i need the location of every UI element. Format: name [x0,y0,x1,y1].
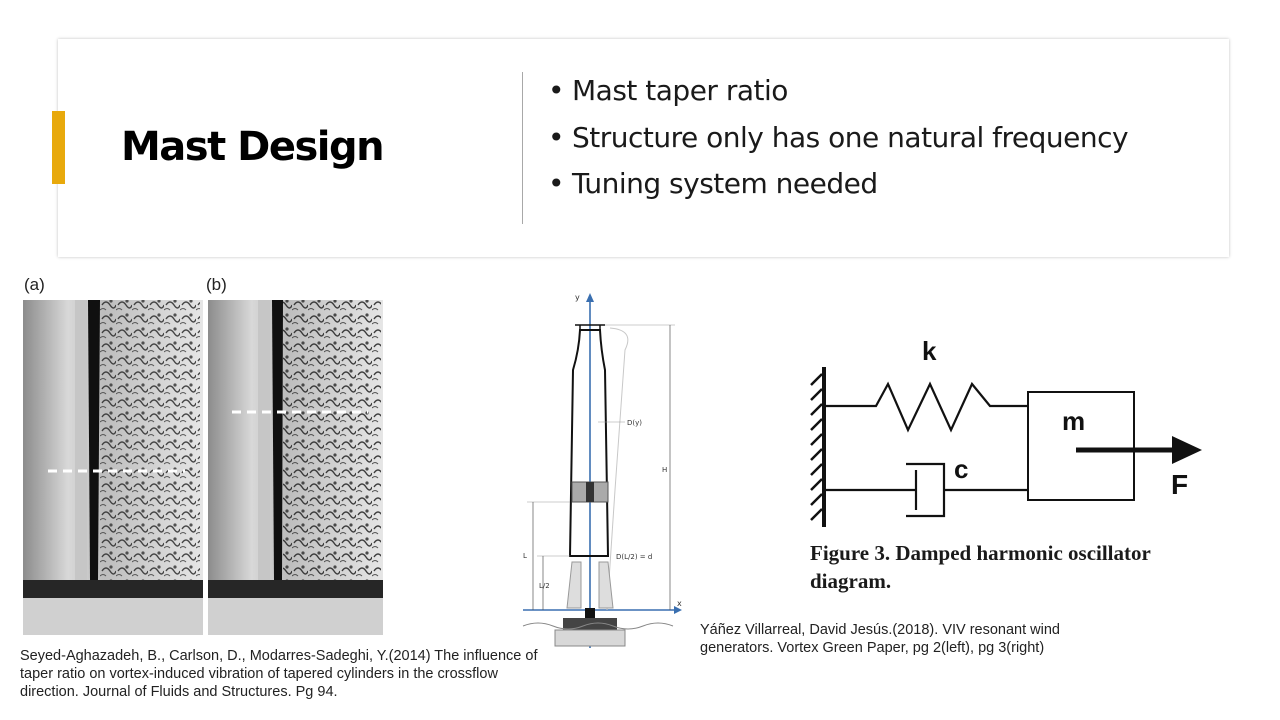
mast-outline [570,330,608,556]
citation-left: Seyed-Aghazadeh, B., Carlson, D., Modarres-Sadeghi, Y.(2014) The influence of taper ratio on vortex-induced vibration of tapered cylinders in the crossflow direction. Journal of Fluids and Structures. Pg 94. [20,648,538,700]
panel-b-label: (b) [206,275,227,294]
slide-title: Mast Design [121,124,384,170]
spring-label: k [922,336,937,366]
vortex-photo-a [23,300,203,635]
dim-label-dy: D(y) [627,419,642,427]
panel-a-label: (a) [24,275,45,294]
vortex-photo-figure [20,270,390,640]
bullet-text: Tuning system needed [572,167,878,200]
bullet-glyph: • [548,167,565,200]
vortex-photo-b [208,300,383,635]
arrow-icon [586,293,594,302]
dim-label-l2: L/2 [539,582,550,590]
bullet-text: Structure only has one natural frequency [572,120,1129,154]
citation-middle: Yáñez Villarreal, David Jesús.(2018). VIV resonant wind generators. Vortex Green Paper, pg 2(left), pg 3(right) [700,622,1061,656]
oscillator-figure [806,322,1206,602]
bullet-text: Mast taper ratio [572,74,788,107]
dim-label-l: L [523,552,527,560]
bullet-list [548,68,1128,208]
bullet-glyph: • [548,74,565,107]
title-divider [522,72,523,224]
dim-label-dl2: D(L/2) = d [616,553,653,561]
force-label: F [1171,469,1189,500]
bullet-item [548,161,1128,208]
mast-schematic-figure [515,290,685,655]
dim-label-h: H [662,466,668,474]
y-axis-label: y [575,293,580,302]
bullet-item [548,115,1128,162]
mass-label: m [1062,406,1086,436]
figure-caption-line1: Figure 3. Damped harmonic oscillator [810,541,1151,565]
damper-label: c [954,454,969,484]
accent-bar [52,111,65,184]
bullet-glyph: • [548,120,565,154]
figure-caption-line2: diagram. [810,569,892,593]
x-axis-label: x [677,599,682,608]
bullet-item [548,68,1128,115]
